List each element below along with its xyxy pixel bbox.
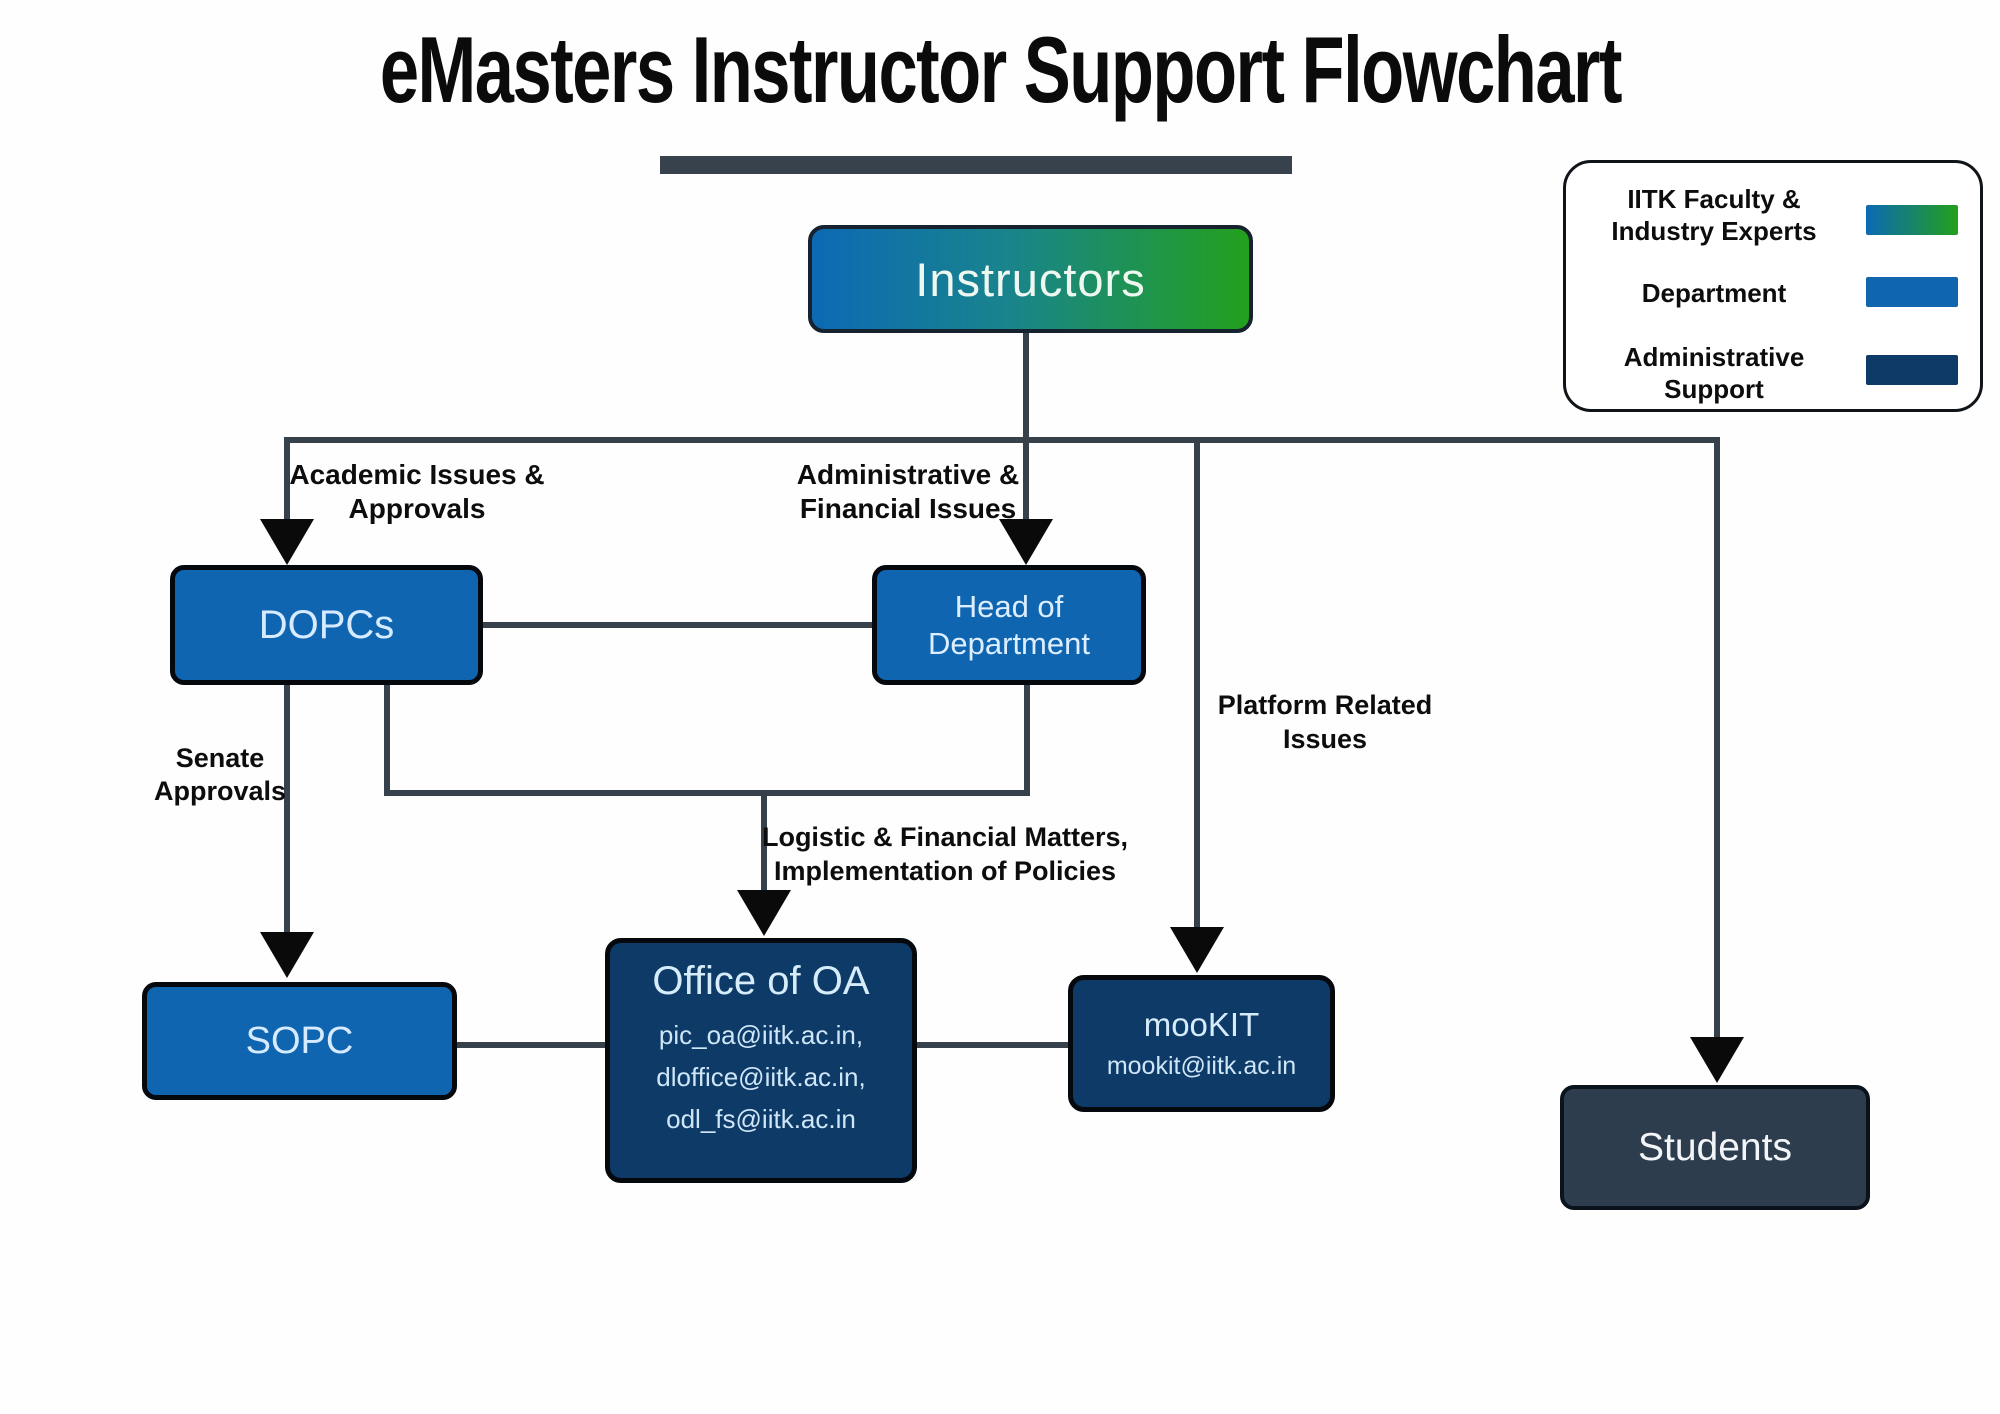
arrowhead-sopc-icon xyxy=(260,932,314,978)
node-dopcs-label: DOPCs xyxy=(258,602,395,647)
node-oa-title: Office of OA xyxy=(652,959,870,1003)
node-mookit xyxy=(1068,975,1335,1112)
edge-label-logistic-line2: Implementation of Policies xyxy=(773,856,1117,886)
page-title xyxy=(0,16,2000,124)
legend-label-department: Department xyxy=(1641,278,1787,308)
connector-branch-to-mookit xyxy=(1194,437,1200,933)
legend-label-faculty: IITK Faculty & Industry Experts xyxy=(1611,184,1817,246)
edge-label-platform-issues xyxy=(1205,688,1445,756)
connector-sopc-oa xyxy=(457,1042,605,1048)
node-sopc-label: SOPC xyxy=(245,1019,354,1062)
node-mookit-email: mookit@iitk.ac.in xyxy=(1106,1052,1297,1080)
edge-label-academic-issues xyxy=(277,458,557,526)
legend-swatch-gradient-icon xyxy=(1866,205,1958,235)
connector-hod-to-elbow xyxy=(1024,685,1030,795)
edge-label-admin-line1: Administrative & xyxy=(796,459,1020,490)
connector-dopcs-hod xyxy=(483,622,873,628)
connector-dopcs-to-elbow xyxy=(384,685,390,795)
edge-label-admin-line2: Financial Issues xyxy=(799,493,1017,524)
title-underline-bar xyxy=(660,156,1292,174)
node-sopc xyxy=(142,982,457,1100)
connector-branch-to-students xyxy=(1714,437,1720,1042)
connector-oa-mookit xyxy=(917,1042,1068,1048)
edge-label-senate-line2: Approvals xyxy=(153,776,287,806)
node-instructors-label: Instructors xyxy=(915,252,1146,306)
legend-label-admin-support: Administrative Support xyxy=(1623,342,1805,404)
edge-label-academic-line1: Academic Issues & xyxy=(289,459,545,490)
legend-box xyxy=(1563,160,1983,412)
node-hod-label-line2: Department xyxy=(928,626,1090,661)
node-office-of-oa xyxy=(605,938,917,1183)
edge-label-logistic-line1: Logistic & Financial Matters, xyxy=(761,822,1129,852)
node-mookit-title: mooKIT xyxy=(1143,1006,1260,1043)
edge-label-senate-line1: Senate xyxy=(175,743,265,773)
arrowhead-mookit-icon xyxy=(1170,927,1224,973)
edge-label-logistic-matters xyxy=(760,820,1130,888)
connector-elbow-horizontal xyxy=(384,790,1030,796)
legend-swatch-blue-icon xyxy=(1866,277,1958,307)
connector-branch-horizontal xyxy=(285,437,1719,443)
node-instructors xyxy=(808,225,1253,333)
edge-label-platform-line1: Platform Related xyxy=(1217,690,1433,720)
edge-label-admin-financial xyxy=(768,458,1048,526)
node-students-label: Students xyxy=(1638,1125,1792,1169)
legend-swatch-navy-icon xyxy=(1866,355,1958,385)
edge-label-platform-line2: Issues xyxy=(1282,724,1368,754)
edge-label-academic-line2: Approvals xyxy=(348,493,486,524)
edge-label-senate-approvals xyxy=(125,742,315,808)
node-hod-label-line1: Head of xyxy=(954,589,1064,624)
page-title-text: eMasters Instructor Support Flowchart xyxy=(379,17,1621,122)
connector-dopcs-to-sopc xyxy=(284,685,290,934)
arrowhead-students-icon xyxy=(1690,1037,1744,1083)
node-dopcs xyxy=(170,565,483,685)
node-oa-email-1: pic_oa@iitk.ac.in, xyxy=(658,1020,864,1050)
node-oa-email-3: odl_fs@iitk.ac.in xyxy=(666,1104,856,1134)
node-oa-email-2: dloffice@iitk.ac.in, xyxy=(656,1062,866,1092)
arrowhead-oa-icon xyxy=(737,890,791,936)
node-students xyxy=(1560,1085,1870,1210)
node-head-of-department xyxy=(872,565,1146,685)
